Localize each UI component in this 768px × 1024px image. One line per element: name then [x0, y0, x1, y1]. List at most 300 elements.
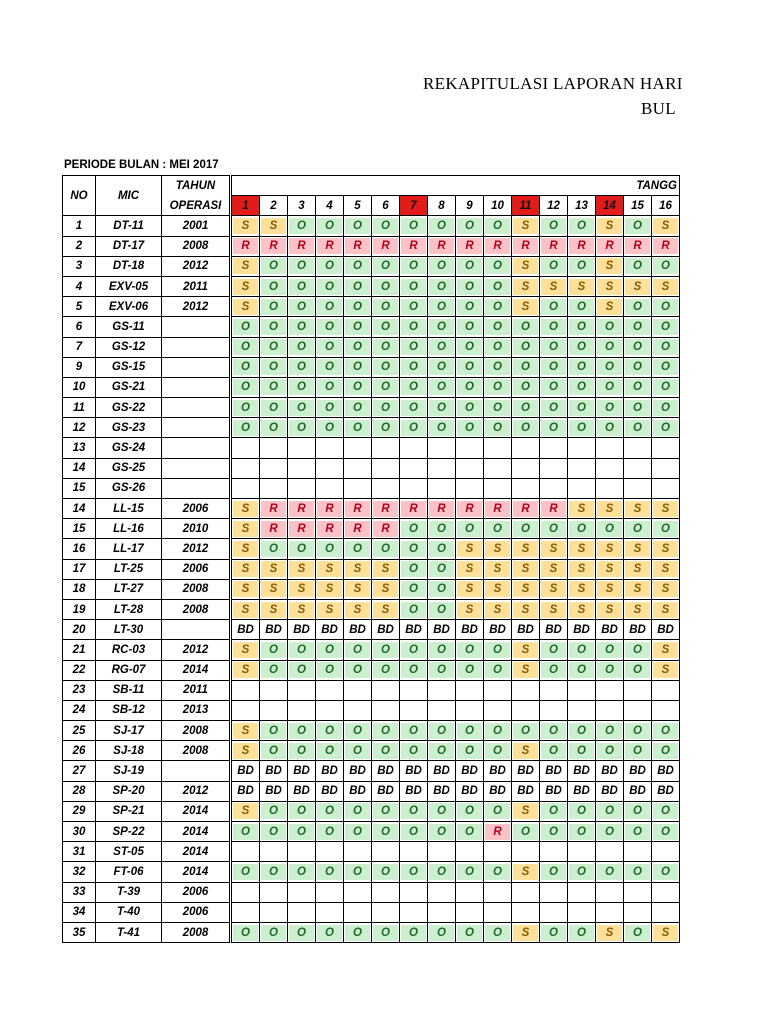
- status-value: O: [513, 723, 538, 739]
- status-value: O: [289, 420, 314, 436]
- status-value: BD: [541, 622, 566, 638]
- status-value: S: [261, 602, 286, 618]
- row-tahun: [162, 377, 230, 397]
- status-cell: [484, 317, 512, 337]
- day-header-16: 16: [652, 196, 680, 216]
- status-cell: [260, 337, 288, 357]
- table-row: [63, 579, 680, 599]
- table-row: [63, 438, 680, 458]
- status-cell: [540, 357, 568, 377]
- status-cell: [568, 620, 596, 640]
- status-cell: [232, 902, 260, 922]
- status-value: S: [541, 561, 566, 577]
- status-cell: [232, 801, 260, 821]
- status-value: R: [457, 501, 482, 517]
- status-cell: [540, 559, 568, 579]
- status-value: O: [345, 359, 370, 375]
- status-cell: [568, 337, 596, 357]
- row-no: 33: [63, 882, 96, 902]
- row-no: 19: [63, 599, 96, 619]
- status-cell: [624, 620, 652, 640]
- row-mic: T-39: [96, 882, 162, 902]
- status-cell: [624, 721, 652, 741]
- status-cell: [456, 922, 484, 942]
- status-cell: [596, 539, 624, 559]
- status-cell: [456, 236, 484, 256]
- status-cell: [316, 216, 344, 236]
- status-value: O: [457, 803, 482, 819]
- status-cell: [484, 256, 512, 276]
- status-value: O: [373, 400, 398, 416]
- table-row: [63, 862, 680, 882]
- status-cell: [624, 276, 652, 296]
- row-mic: RG-07: [96, 660, 162, 680]
- status-value: O: [625, 420, 650, 436]
- status-value: O: [541, 299, 566, 315]
- status-value: S: [233, 218, 258, 234]
- day-header-13: 13: [568, 196, 596, 216]
- status-cell: [232, 599, 260, 619]
- status-value: BD: [457, 622, 482, 638]
- status-cell: [232, 862, 260, 882]
- status-cell: [428, 478, 456, 498]
- status-value: R: [289, 501, 314, 517]
- row-mic: EXV-06: [96, 297, 162, 317]
- status-cell: [428, 902, 456, 922]
- status-value: O: [541, 864, 566, 880]
- status-value: O: [485, 662, 510, 678]
- status-value: O: [569, 662, 594, 678]
- status-value: O: [625, 400, 650, 416]
- status-cell: [372, 337, 400, 357]
- status-cell: [232, 842, 260, 862]
- status-value: O: [261, 803, 286, 819]
- status-value: O: [261, 299, 286, 315]
- table-row: [63, 660, 680, 680]
- status-cell: [288, 418, 316, 438]
- status-value: S: [345, 602, 370, 618]
- status-cell: [232, 438, 260, 458]
- status-cell: [428, 721, 456, 741]
- status-value: O: [373, 339, 398, 355]
- status-value: O: [569, 359, 594, 375]
- status-value: BD: [485, 763, 510, 779]
- status-value: BD: [625, 622, 650, 638]
- status-cell: [288, 579, 316, 599]
- row-no: 11: [63, 398, 96, 418]
- status-cell: [400, 640, 428, 660]
- status-cell: [288, 539, 316, 559]
- status-cell: [232, 256, 260, 276]
- status-cell: [316, 297, 344, 317]
- status-value: O: [373, 359, 398, 375]
- status-cell: [568, 559, 596, 579]
- status-cell: [596, 519, 624, 539]
- status-value: O: [625, 662, 650, 678]
- status-value: R: [485, 238, 510, 254]
- status-cell: [288, 801, 316, 821]
- status-cell: [372, 216, 400, 236]
- status-value: S: [513, 299, 538, 315]
- status-value: O: [569, 379, 594, 395]
- status-value: S: [373, 581, 398, 597]
- status-cell: [316, 418, 344, 438]
- status-cell: [484, 519, 512, 539]
- status-value: S: [317, 602, 342, 618]
- status-cell: [484, 660, 512, 680]
- status-cell: [484, 862, 512, 882]
- row-tahun: 2010: [162, 519, 230, 539]
- status-value: O: [625, 359, 650, 375]
- status-value: O: [373, 299, 398, 315]
- status-cell: [456, 458, 484, 478]
- status-cell: [260, 519, 288, 539]
- table-row: [63, 620, 680, 640]
- row-mic: LT-25: [96, 559, 162, 579]
- status-cell: [652, 337, 680, 357]
- status-cell: [512, 357, 540, 377]
- row-mic: SP-20: [96, 781, 162, 801]
- status-value: O: [373, 379, 398, 395]
- status-value: O: [457, 299, 482, 315]
- status-value: O: [597, 723, 622, 739]
- status-cell: [624, 216, 652, 236]
- row-no: 15: [63, 478, 96, 498]
- status-value: O: [289, 319, 314, 335]
- status-cell: [456, 559, 484, 579]
- row-no: 4: [63, 276, 96, 296]
- status-cell: [540, 317, 568, 337]
- status-cell: [652, 700, 680, 720]
- status-cell: [568, 317, 596, 337]
- status-value: BD: [345, 783, 370, 799]
- status-cell: [344, 337, 372, 357]
- status-value: O: [597, 521, 622, 537]
- status-cell: [400, 680, 428, 700]
- status-cell: [652, 660, 680, 680]
- status-value: O: [485, 420, 510, 436]
- status-cell: [456, 256, 484, 276]
- status-cell: [652, 902, 680, 922]
- status-value: R: [457, 238, 482, 254]
- status-value: O: [261, 379, 286, 395]
- status-value: S: [569, 561, 594, 577]
- status-cell: [400, 276, 428, 296]
- status-value: O: [541, 824, 566, 840]
- status-cell: [344, 680, 372, 700]
- status-value: O: [541, 662, 566, 678]
- status-cell: [652, 882, 680, 902]
- status-cell: [652, 398, 680, 418]
- status-value: O: [317, 824, 342, 840]
- status-value: O: [597, 803, 622, 819]
- status-value: O: [317, 218, 342, 234]
- status-cell: [288, 660, 316, 680]
- status-cell: [400, 256, 428, 276]
- status-cell: [372, 599, 400, 619]
- status-cell: [596, 922, 624, 942]
- status-value: O: [345, 642, 370, 658]
- status-value: R: [289, 238, 314, 254]
- row-no: 28: [63, 781, 96, 801]
- row-no: 30: [63, 822, 96, 842]
- status-cell: [512, 721, 540, 741]
- status-value: O: [485, 521, 510, 537]
- status-value: O: [401, 218, 426, 234]
- status-cell: [260, 741, 288, 761]
- status-value: BD: [653, 622, 678, 638]
- status-value: S: [597, 279, 622, 295]
- status-cell: [232, 660, 260, 680]
- status-cell: [316, 559, 344, 579]
- status-value: R: [317, 521, 342, 537]
- row-no: 21: [63, 640, 96, 660]
- status-value: O: [289, 279, 314, 295]
- status-value: S: [625, 541, 650, 557]
- status-cell: [596, 276, 624, 296]
- status-value: O: [233, 824, 258, 840]
- status-cell: [652, 357, 680, 377]
- status-value: R: [401, 238, 426, 254]
- status-value: O: [289, 824, 314, 840]
- table-row: [63, 317, 680, 337]
- table-row: [63, 499, 680, 519]
- status-cell: [652, 236, 680, 256]
- status-value: S: [317, 561, 342, 577]
- row-tahun: 2008: [162, 721, 230, 741]
- status-value: BD: [233, 763, 258, 779]
- row-no: 20: [63, 620, 96, 640]
- status-value: O: [541, 379, 566, 395]
- status-cell: [596, 862, 624, 882]
- status-value: O: [401, 400, 426, 416]
- status-value: S: [457, 561, 482, 577]
- status-value: O: [457, 723, 482, 739]
- status-value: S: [233, 642, 258, 658]
- status-value: O: [429, 299, 454, 315]
- status-cell: [484, 559, 512, 579]
- status-value: O: [457, 218, 482, 234]
- status-value: O: [597, 379, 622, 395]
- status-cell: [484, 680, 512, 700]
- status-value: O: [569, 743, 594, 759]
- status-value: O: [485, 642, 510, 658]
- status-cell: [512, 438, 540, 458]
- status-value: S: [233, 561, 258, 577]
- status-value: S: [569, 541, 594, 557]
- status-value: O: [261, 420, 286, 436]
- status-cell: [316, 680, 344, 700]
- status-cell: [428, 276, 456, 296]
- status-cell: [624, 458, 652, 478]
- row-no: 17: [63, 559, 96, 579]
- status-cell: [344, 700, 372, 720]
- table-row: [63, 559, 680, 579]
- status-cell: [512, 801, 540, 821]
- status-cell: [372, 680, 400, 700]
- status-cell: [568, 478, 596, 498]
- status-value: O: [457, 743, 482, 759]
- status-cell: [484, 216, 512, 236]
- status-value: S: [485, 602, 510, 618]
- row-tahun: [162, 357, 230, 377]
- status-value: R: [485, 824, 510, 840]
- status-cell: [624, 922, 652, 942]
- status-cell: [596, 317, 624, 337]
- table-row: [63, 801, 680, 821]
- status-value: BD: [233, 783, 258, 799]
- status-cell: [260, 297, 288, 317]
- status-value: BD: [289, 763, 314, 779]
- status-cell: [372, 317, 400, 337]
- table-row: [63, 519, 680, 539]
- status-value: BD: [597, 622, 622, 638]
- status-cell: [372, 236, 400, 256]
- status-value: S: [597, 541, 622, 557]
- status-cell: [652, 539, 680, 559]
- status-value: O: [429, 925, 454, 941]
- row-mic: T-41: [96, 922, 162, 942]
- row-no: 18: [63, 579, 96, 599]
- status-value: O: [457, 824, 482, 840]
- status-value: O: [541, 743, 566, 759]
- status-value: S: [457, 541, 482, 557]
- status-value: O: [289, 723, 314, 739]
- status-cell: [400, 660, 428, 680]
- status-value: O: [429, 581, 454, 597]
- status-cell: [372, 902, 400, 922]
- status-value: O: [513, 379, 538, 395]
- status-cell: [372, 499, 400, 519]
- status-cell: [316, 519, 344, 539]
- row-mic: GS-23: [96, 418, 162, 438]
- status-value: O: [429, 824, 454, 840]
- status-value: O: [429, 359, 454, 375]
- status-value: O: [401, 521, 426, 537]
- status-value: S: [513, 279, 538, 295]
- status-value: S: [625, 581, 650, 597]
- row-no: 35: [63, 922, 96, 942]
- status-value: O: [289, 541, 314, 557]
- status-cell: [568, 297, 596, 317]
- status-cell: [288, 256, 316, 276]
- row-tahun: 2014: [162, 862, 230, 882]
- status-value: O: [541, 723, 566, 739]
- status-value: BD: [373, 622, 398, 638]
- status-value: O: [401, 561, 426, 577]
- status-value: S: [597, 602, 622, 618]
- status-cell: [372, 539, 400, 559]
- status-value: O: [485, 864, 510, 880]
- status-value: O: [317, 743, 342, 759]
- row-mic: LL-16: [96, 519, 162, 539]
- status-cell: [596, 680, 624, 700]
- status-cell: [484, 276, 512, 296]
- status-cell: [288, 640, 316, 660]
- status-value: O: [569, 319, 594, 335]
- status-value: O: [625, 521, 650, 537]
- status-value: O: [401, 279, 426, 295]
- status-cell: [596, 216, 624, 236]
- status-value: S: [625, 501, 650, 517]
- status-cell: [344, 297, 372, 317]
- status-cell: [484, 499, 512, 519]
- status-cell: [400, 902, 428, 922]
- status-cell: [260, 922, 288, 942]
- status-value: S: [513, 581, 538, 597]
- status-cell: [316, 761, 344, 781]
- status-value: BD: [569, 763, 594, 779]
- table-row: [63, 640, 680, 660]
- status-cell: [596, 337, 624, 357]
- status-cell: [400, 438, 428, 458]
- row-mic: GS-15: [96, 357, 162, 377]
- status-value: BD: [373, 763, 398, 779]
- status-value: R: [317, 238, 342, 254]
- status-value: O: [401, 258, 426, 274]
- status-value: S: [513, 218, 538, 234]
- status-cell: [428, 822, 456, 842]
- row-mic: LT-28: [96, 599, 162, 619]
- status-cell: [652, 559, 680, 579]
- status-value: S: [513, 662, 538, 678]
- status-cell: [316, 438, 344, 458]
- status-value: O: [569, 925, 594, 941]
- row-no: 29: [63, 801, 96, 821]
- status-cell: [568, 700, 596, 720]
- status-value: O: [261, 824, 286, 840]
- status-value: O: [317, 279, 342, 295]
- status-value: O: [289, 299, 314, 315]
- status-value: O: [345, 258, 370, 274]
- status-cell: [456, 761, 484, 781]
- status-value: S: [289, 561, 314, 577]
- status-cell: [372, 297, 400, 317]
- status-cell: [456, 882, 484, 902]
- status-cell: [596, 256, 624, 276]
- status-cell: [484, 640, 512, 660]
- status-value: O: [597, 420, 622, 436]
- status-cell: [372, 842, 400, 862]
- row-tahun: [162, 337, 230, 357]
- status-value: O: [429, 864, 454, 880]
- status-cell: [456, 357, 484, 377]
- status-value: O: [401, 339, 426, 355]
- status-cell: [540, 458, 568, 478]
- status-cell: [512, 539, 540, 559]
- status-cell: [344, 256, 372, 276]
- status-cell: [316, 922, 344, 942]
- status-value: O: [625, 218, 650, 234]
- status-value: S: [233, 258, 258, 274]
- status-cell: [428, 216, 456, 236]
- status-cell: [232, 922, 260, 942]
- status-value: S: [625, 561, 650, 577]
- status-cell: [624, 478, 652, 498]
- row-mic: FT-06: [96, 862, 162, 882]
- status-value: BD: [429, 783, 454, 799]
- status-cell: [596, 700, 624, 720]
- status-cell: [456, 519, 484, 539]
- status-cell: [540, 640, 568, 660]
- status-cell: [512, 620, 540, 640]
- status-value: S: [289, 602, 314, 618]
- status-cell: [568, 499, 596, 519]
- status-value: O: [625, 803, 650, 819]
- table-row: [63, 478, 680, 498]
- status-value: O: [345, 541, 370, 557]
- status-value: O: [569, 400, 594, 416]
